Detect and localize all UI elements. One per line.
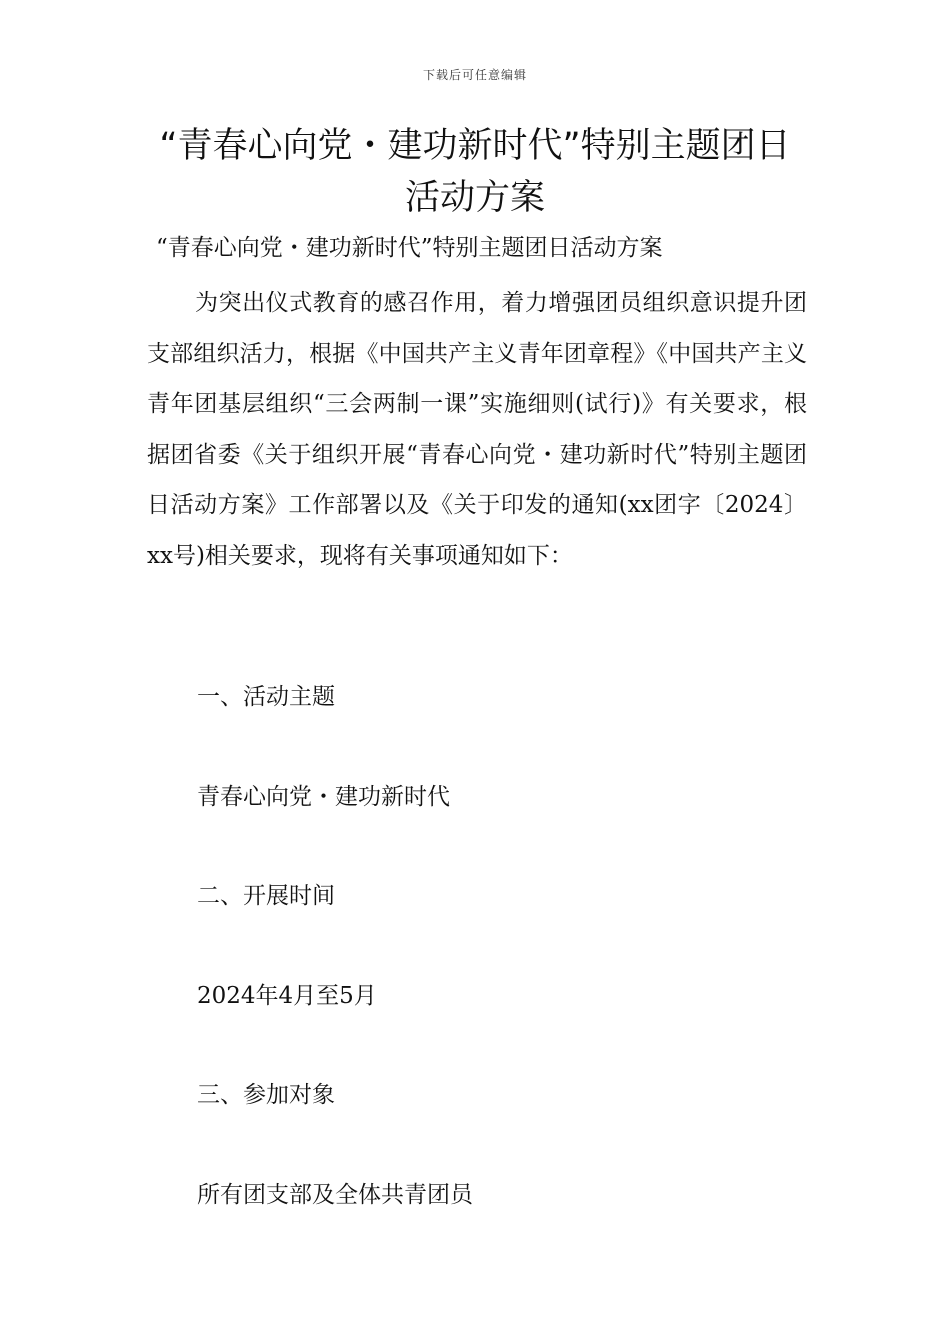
section-3-content: 所有团支部及全体共青团员 (197, 1182, 473, 1208)
section-1-content: 青春心向党・建功新时代 (197, 784, 450, 810)
document-subtitle: “青春心向党・建功新时代”特别主题团日活动方案 (156, 235, 663, 261)
section-2-heading: 二、开展时间 (197, 883, 335, 909)
section-1-heading: 一、活动主题 (197, 684, 335, 710)
section-2-content: 2024年4月至5月 (197, 983, 377, 1009)
document-title: “青春心向党・建功新时代”特别主题团日活动方案 (159, 126, 791, 218)
section-3-heading: 三、参加对象 (197, 1082, 335, 1108)
page-header-note: 下载后可任意编辑 (422, 68, 527, 82)
intro-paragraph: 为突出仪式教育的感召作用，着力增强团员组织意识提升团支部组织活力，根据《中国共产主义青年团章程》《中国共产主义青年团基层组织“三会两制一课”实施细则(试行)》有关要求，根据团省委《关于组织开展“青春心向党・建功新时代”特别主题团日活动方案》工作部署以及《关于印发的通知(xx团字〔2024〕xx号)相关要求，现将有关事项通知如下： (147, 290, 807, 569)
